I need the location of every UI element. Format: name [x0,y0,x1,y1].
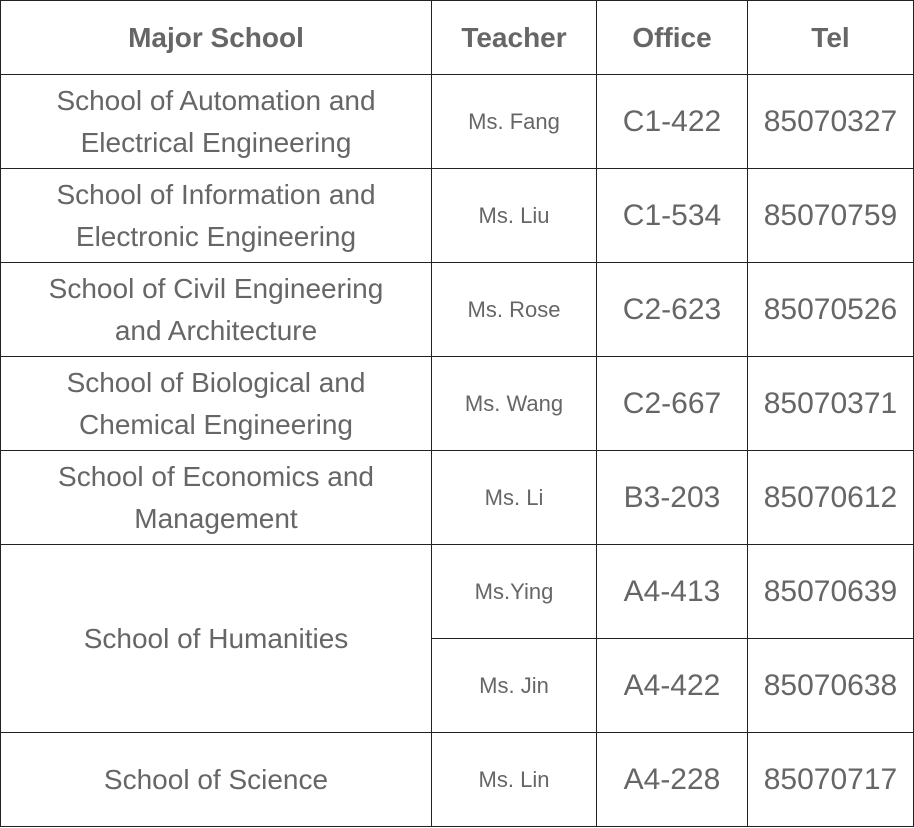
table-row [1,75,914,169]
school-name-line: Management [134,502,298,534]
school-name-line: Electronic Engineering [75,220,357,252]
school-cell [1,75,432,169]
school-name-line: Chemical Engineering [79,408,353,440]
teacher-cell: Ms. Liu [432,169,597,263]
tel-cell: 85070612 [748,451,914,545]
school-name-line: School of Economics and [58,460,374,492]
header-major-school: Major School [1,1,432,75]
school-name-line: School of Information and [56,178,376,210]
table-row [1,357,914,451]
table-row [1,733,914,827]
school-cell-humanities: School of Humanities [1,545,432,733]
school-name-line: School of Biological and [66,366,366,398]
tel-cell: 85070759 [748,169,914,263]
office-cell: A4-228 [597,733,748,827]
school-name-line: School of Civil Engineering [48,272,384,304]
table-row [1,263,914,357]
table-row [1,169,914,263]
office-cell: C2-667 [597,357,748,451]
teacher-cell: Ms. Rose [432,263,597,357]
school-cell [1,263,432,357]
header-row [1,1,914,75]
teacher-cell: Ms. Jin [432,639,597,733]
tel-cell: 85070638 [748,639,914,733]
teacher-cell: Ms. Wang [432,357,597,451]
school-cell [1,451,432,545]
tel-cell: 85070717 [748,733,914,827]
table-row [1,545,914,639]
office-cell: B3-203 [597,451,748,545]
table-row [1,451,914,545]
office-cell: A4-422 [597,639,748,733]
header-tel: Tel [748,1,914,75]
teacher-cell: Ms.Ying [432,545,597,639]
school-cell [1,169,432,263]
teacher-cell: Ms. Lin [432,733,597,827]
header-office: Office [597,1,748,75]
school-name-line: School of Automation and [56,84,376,116]
office-cell: A4-413 [597,545,748,639]
school-cell-science: School of Science [1,733,432,827]
tel-cell: 85070371 [748,357,914,451]
office-cell: C2-623 [597,263,748,357]
tel-cell: 85070639 [748,545,914,639]
school-name-line: Electrical Engineering [80,126,352,158]
header-teacher: Teacher [432,1,597,75]
teacher-cell: Ms. Fang [432,75,597,169]
school-name-line: and Architecture [114,314,318,346]
school-cell [1,357,432,451]
office-cell: C1-534 [597,169,748,263]
tel-cell: 85070526 [748,263,914,357]
office-cell: C1-422 [597,75,748,169]
tel-cell: 85070327 [748,75,914,169]
teacher-cell: Ms. Li [432,451,597,545]
